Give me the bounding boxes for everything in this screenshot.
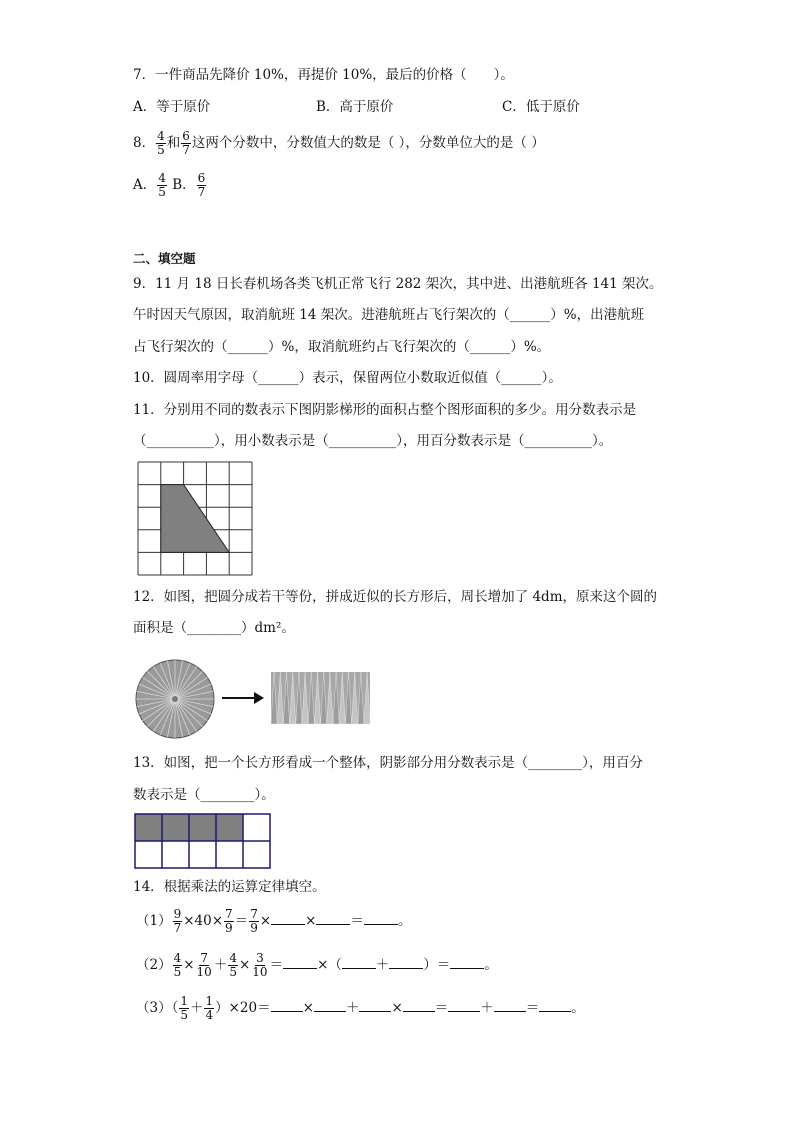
q8-stem [133, 130, 545, 157]
blank-input[interactable] [342, 954, 376, 969]
q7-option-a[interactable]: A．等于原价 [133, 99, 211, 115]
blank-input[interactable] [403, 997, 435, 1012]
arrow-icon [220, 688, 266, 708]
blank-input[interactable] [448, 997, 480, 1012]
q11-grid-figure [136, 461, 256, 579]
q9-line-2: 午时因天气原因，取消航班 14 架次。进港航班占飞行架次的（______）%，出港航班 [133, 307, 645, 323]
q7-option-c[interactable]: C．低于原价 [502, 99, 580, 115]
q14-stem: 14．根据乘法的运算定律填空。 [133, 879, 326, 895]
blank-input[interactable] [316, 910, 350, 925]
blank-input[interactable] [283, 954, 317, 969]
q13-rectangle-figure [133, 812, 273, 870]
q8-text: 这两个分数中，分数值大的数是（ ），分数单位大的是（ ） [191, 135, 545, 151]
blank-input[interactable] [271, 997, 303, 1012]
q11-line-1: 11．分别用不同的数表示下图阴影梯形的面积占整个图形面积的多少。用分数表示是 [133, 402, 637, 418]
blank-input[interactable] [359, 997, 391, 1012]
q8-fraction-2: $\frac{6}{7}$ [182, 129, 190, 157]
q7-stem: 7．一件商品先降价 10%，再提价 10%，最后的价格（ ）。 [133, 67, 514, 83]
q9-line-1: 9．11 月 18 日长春机场各类飞机正常飞行 282 架次，其中进、出港航班各 141 架次。 [133, 276, 663, 292]
q8-and: 和 [166, 135, 181, 151]
q14-part-2: （2） $\frac{4}{5}$ × $\frac{7}{10}$ ＋ $\frac{4}{5}$ × $\frac{3}{10}$ ＝ ×（ ＋ ）＝ 。 [136, 951, 498, 979]
q14-part-1: （1） $\frac{9}{7}$ ×40× $\frac{7}{9}$ ＝ $\frac{7}{9}$ × × ＝ 。 [136, 907, 412, 935]
blank-input[interactable] [271, 910, 305, 925]
blank-input[interactable] [364, 910, 398, 925]
q13-line-2: 数表示是（________）。 [133, 787, 275, 803]
blank-input[interactable] [314, 997, 346, 1012]
section-heading: 二、填空题 [133, 251, 196, 266]
q12-line-1: 12．如图，把圆分成若干等份，拼成近似的长方形后，周长增加了 4dm，原来这个圆的 [133, 589, 658, 605]
q12-rectangle-figure [270, 671, 372, 727]
q11-line-2: （__________），用小数表示是（__________），用百分数表示是（__________）。 [133, 433, 613, 449]
q12-circle-figure [134, 658, 216, 740]
q8-option-a[interactable]: A． $\frac{4}{5}$ [133, 171, 166, 199]
q10-text: 10．圆周率用字母（______）表示，保留两位小数取近似值（______）。 [133, 370, 562, 386]
blank-input[interactable] [389, 954, 423, 969]
q8-option-b[interactable]: B． $\frac{6}{7}$ [172, 171, 206, 199]
q7-option-b[interactable]: B．高于原价 [316, 99, 394, 115]
q8-number: 8． [133, 135, 156, 151]
blank-input[interactable] [450, 954, 484, 969]
q13-line-1: 13．如图，把一个长方形看成一个整体，阴影部分用分数表示是（________），用百分 [133, 755, 643, 771]
blank-input[interactable] [539, 997, 571, 1012]
shaded-trapezoid [161, 485, 229, 553]
q14-part-3: （3）（ $\frac{1}{5}$ ＋ $\frac{1}{4}$ ）×20＝ × ＋ × ＝ ＋ ＝ 。 [136, 994, 585, 1022]
blank-input[interactable] [494, 997, 526, 1012]
q8-options [133, 170, 207, 200]
q9-line-3: 占飞行架次的（______）%，取消航班约占飞行架次的（______）%。 [133, 339, 551, 355]
q8-fraction-1: $\frac{4}{5}$ [157, 129, 165, 157]
q12-line-2: 面积是（________）dm²。 [133, 620, 295, 636]
